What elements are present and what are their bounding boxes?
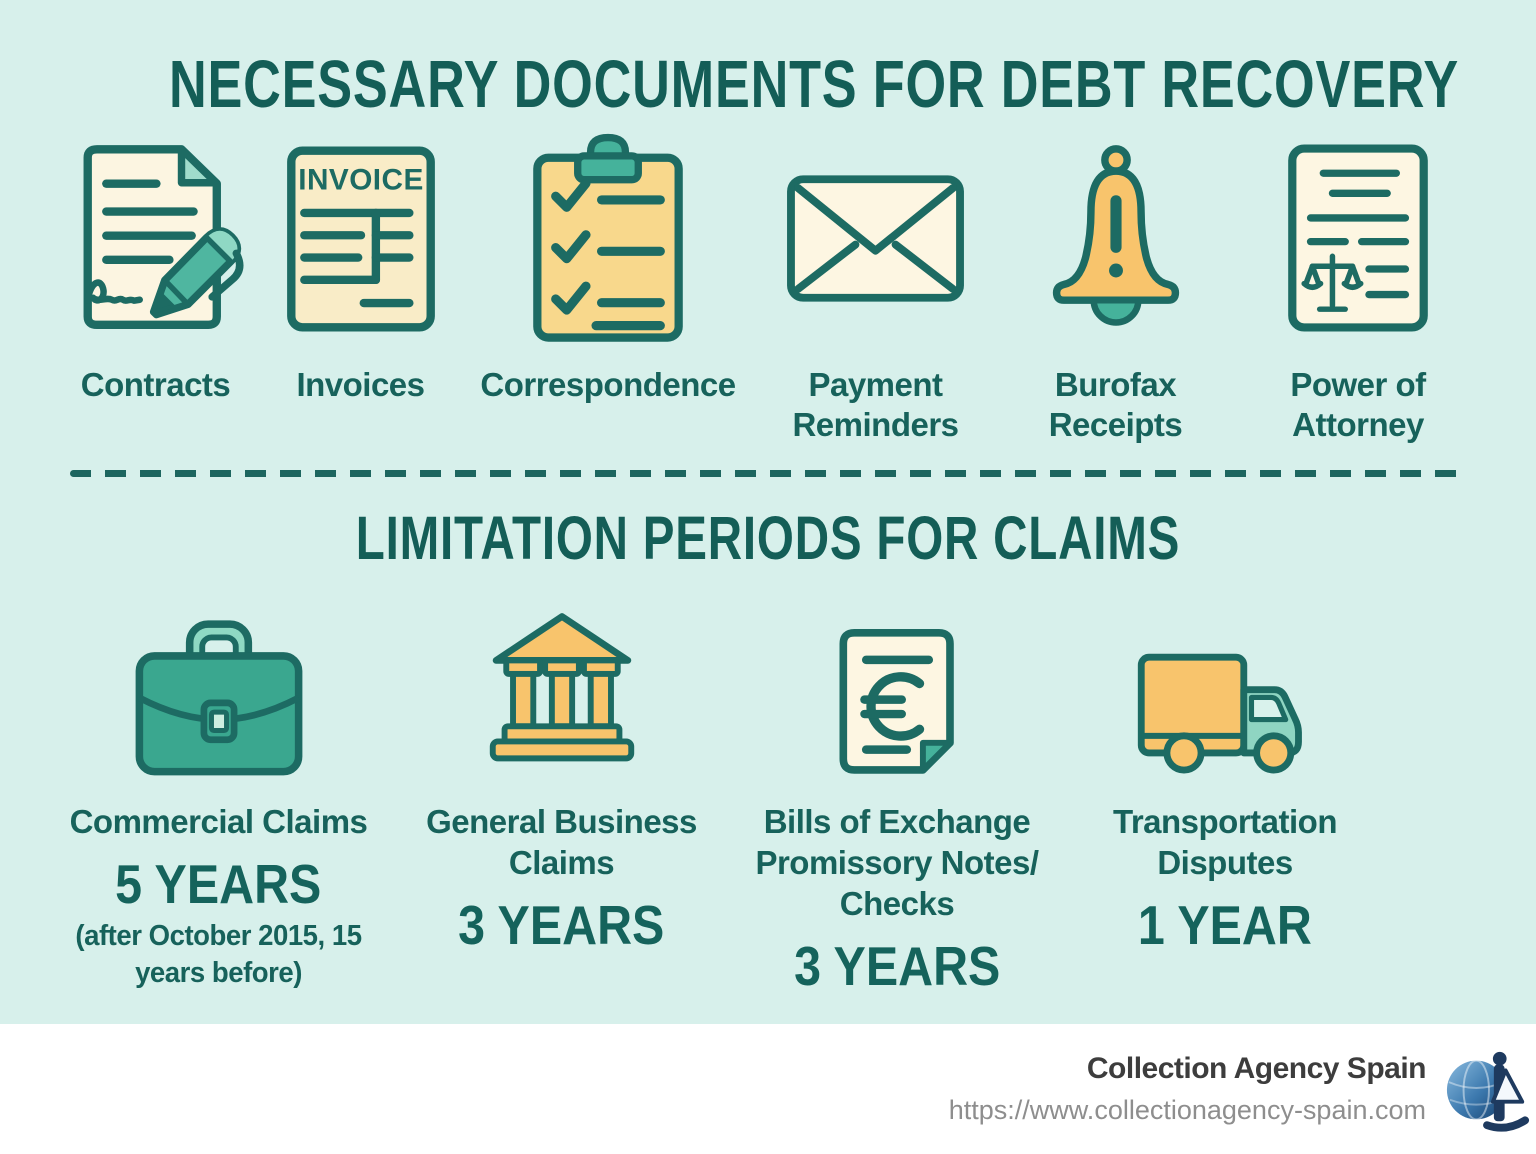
delivery-truck-icon	[1131, 640, 1319, 777]
document-label: Correspondence	[480, 366, 736, 403]
document-item-contracts	[58, 127, 253, 405]
footer-brand: Collection Agency Spain	[1086, 1052, 1426, 1085]
euro-bill-icon	[834, 624, 961, 777]
period-note: (after October 2015, 15 years before)	[75, 920, 362, 989]
dashed-divider	[70, 470, 1466, 477]
envelope-icon	[784, 172, 967, 305]
document-label: Contracts	[80, 366, 231, 403]
documents-section-title: NECESSARY DOCUMENTS FOR DEBT RECOVERY	[168, 47, 1459, 122]
document-label: Power of Attorney	[1290, 366, 1426, 444]
briefcase-icon	[131, 617, 307, 777]
period-label: Transportation Disputes	[1112, 802, 1338, 881]
document-item-correspondence	[468, 127, 748, 405]
period-value: 5 YEARS	[115, 852, 322, 915]
period-item-commercial-claims	[46, 581, 391, 991]
document-label: Burofax Receipts	[1048, 366, 1183, 444]
period-label: Bills of Exchange Promissory Notes/ Checks	[755, 802, 1039, 922]
period-item-bills-of-exchange	[732, 581, 1062, 997]
periods-section-title: LIMITATION PERIODS FOR CLAIMS	[355, 503, 1181, 572]
clipboard-checklist-icon	[530, 130, 686, 346]
alert-bell-icon	[1051, 143, 1181, 333]
document-item-burofax-receipts	[1003, 127, 1228, 446]
document-item-power-of-attorney	[1238, 127, 1478, 446]
footer-bar	[0, 1024, 1536, 1154]
period-item-general-business-claims	[409, 581, 714, 956]
footer-url: https://www.collectionagency-spain.com	[948, 1095, 1426, 1125]
period-value: 3 YEARS	[793, 935, 1001, 998]
documents-row	[0, 127, 1536, 446]
contract-signature-pen-icon	[58, 138, 253, 338]
legal-document-scales-icon	[1285, 141, 1431, 335]
period-value: 1 YEAR	[1138, 894, 1312, 956]
invoice-icon-text: INVOICE	[297, 163, 424, 197]
periods-row	[0, 581, 1536, 997]
bank-building-icon	[486, 608, 638, 777]
period-label: Commercial Claims	[69, 802, 368, 840]
document-item-payment-reminders	[758, 127, 993, 446]
period-value: 3 YEARS	[458, 894, 665, 956]
collection-agency-logo-icon	[1444, 1045, 1532, 1133]
period-item-transportation-disputes	[1080, 581, 1370, 956]
document-label: Invoices	[296, 366, 425, 403]
document-item-invoices	[263, 127, 458, 405]
document-label: Payment Reminders	[792, 366, 959, 444]
invoice-document-icon	[282, 143, 440, 334]
period-label: General Business Claims	[426, 802, 697, 881]
